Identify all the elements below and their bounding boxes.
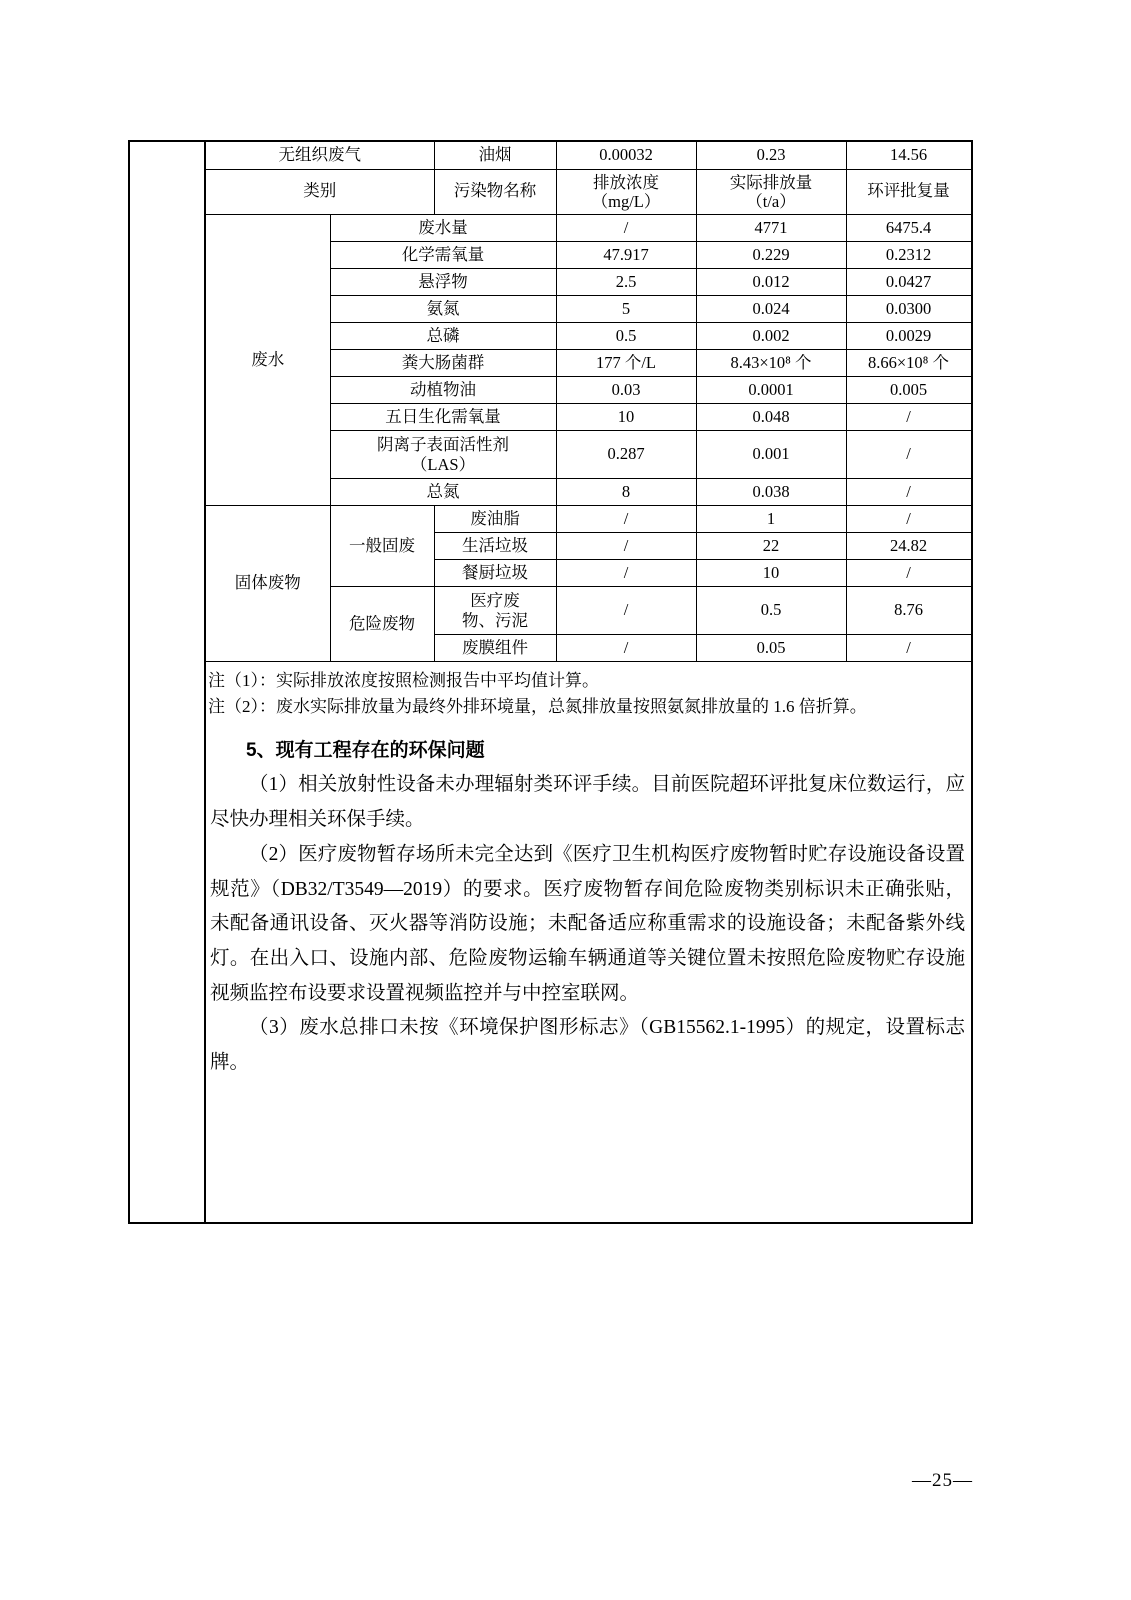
cell-actual: 0.038	[696, 479, 846, 506]
cell-approved: 0.2312	[846, 242, 971, 269]
page-content	[206, 142, 971, 1081]
cell-pollutant: 五日生化需氧量	[330, 404, 556, 431]
cell-pollutant: 化学需氧量	[330, 242, 556, 269]
cell-actual: 0.05	[696, 635, 846, 662]
cell-concentration: 0.5	[556, 323, 696, 350]
cell-approved: 8.66×10⁸ 个	[846, 350, 971, 377]
emissions-table	[206, 142, 972, 662]
cell-approved: 8.76	[846, 587, 971, 635]
cell-concentration: 177 个/L	[556, 350, 696, 377]
cell-approved: 0.0029	[846, 323, 971, 350]
section-heading: 5、现有工程存在的环保问题	[246, 740, 485, 762]
cell-approved: 24.82	[846, 533, 971, 560]
cell-subgroup-general: 一般固废	[330, 506, 434, 587]
cell-subgroup-hazard: 危险废物	[330, 587, 434, 662]
page-number: —25—	[912, 1470, 973, 1491]
cell-concentration: /	[556, 506, 696, 533]
paragraph-1: （1）相关放射性设备未办理辐射类环评手续。目前医院超环评批复床位数运行，应尽快办理相关环保手续。	[210, 774, 965, 831]
table-notes	[206, 668, 971, 719]
header-category: 类别	[206, 169, 434, 215]
cell-approved: 0.005	[846, 377, 971, 404]
header-actual-line1: 实际排放量	[729, 172, 813, 192]
cell-pollutant: 总氮	[330, 479, 556, 506]
cell-concentration: 10	[556, 404, 696, 431]
cell-concentration: /	[556, 215, 696, 242]
paragraph-3: （3）废水总排口未按《环境保护图形标志》（GB15562.1-1995）的规定，设置标志牌。	[210, 1017, 965, 1074]
cell-pollutant: 废膜组件	[434, 635, 556, 662]
cell-concentration: 47.917	[556, 242, 696, 269]
cell-pollutant: 废油脂	[434, 506, 556, 533]
table-row	[206, 506, 971, 533]
cell-concentration: 2.5	[556, 269, 696, 296]
cell-category: 无组织废气	[206, 142, 434, 169]
cell-group-wastewater: 废水	[206, 215, 330, 506]
cell-approved: /	[846, 635, 971, 662]
cell-approved: 0.0300	[846, 296, 971, 323]
table-header-row	[206, 169, 971, 215]
cell-actual: 0.5	[696, 587, 846, 635]
table-row	[206, 215, 971, 242]
cell-pollutant-multiline	[434, 587, 556, 635]
cell-pollutant-line1: 阴离子表面活性剂	[377, 435, 509, 455]
cell-group-solid-waste: 固体废物	[206, 506, 330, 662]
cell-concentration: /	[556, 587, 696, 635]
cell-actual: 0.001	[696, 431, 846, 479]
cell-pollutant: 悬浮物	[330, 269, 556, 296]
header-concentration-line1: 排放浓度	[593, 172, 659, 192]
cell-actual: 4771	[696, 215, 846, 242]
cell-concentration: 5	[556, 296, 696, 323]
cell-approved: 14.56	[846, 142, 971, 169]
cell-concentration: 0.287	[556, 431, 696, 479]
cell-actual: 0.23	[696, 142, 846, 169]
note-1: 注（1）：实际排放浓度按照检测报告中平均值计算。	[208, 671, 599, 691]
cell-actual: 22	[696, 533, 846, 560]
cell-actual: 10	[696, 560, 846, 587]
cell-approved: /	[846, 560, 971, 587]
cell-actual: 8.43×10⁸ 个	[696, 350, 846, 377]
cell-approved: 6475.4	[846, 215, 971, 242]
cell-concentration: /	[556, 635, 696, 662]
note-2: 注（2）：废水实际排放量为最终外排环境量，总氮排放量按照氨氮排放量的 1.6 倍折算。	[208, 696, 867, 716]
header-concentration	[556, 169, 696, 215]
cell-pollutant-multiline	[330, 431, 556, 479]
cell-pollutant: 氨氮	[330, 296, 556, 323]
cell-actual: 0.024	[696, 296, 846, 323]
cell-pollutant: 废水量	[330, 215, 556, 242]
cell-approved: 0.0427	[846, 269, 971, 296]
header-actual	[696, 169, 846, 215]
header-approved: 环评批复量	[846, 169, 971, 215]
cell-approved: /	[846, 404, 971, 431]
cell-pollutant: 餐厨垃圾	[434, 560, 556, 587]
cell-actual: 0.048	[696, 404, 846, 431]
cell-concentration: /	[556, 560, 696, 587]
table-row	[206, 142, 971, 169]
cell-approved: /	[846, 479, 971, 506]
cell-actual: 0.012	[696, 269, 846, 296]
header-concentration-line2: （mg/L）	[591, 191, 661, 211]
cell-actual: 1	[696, 506, 846, 533]
cell-actual: 0.002	[696, 323, 846, 350]
cell-pollutant: 油烟	[434, 142, 556, 169]
cell-pollutant: 粪大肠菌群	[330, 350, 556, 377]
cell-pollutant: 动植物油	[330, 377, 556, 404]
paragraph-2: （2）医疗废物暂存场所未完全达到《医疗卫生机构医疗废物暂时贮存设施设备设置规范》（DB32/T3549—2019）的要求。医疗废物暂存间危险废物类别标识未正确张贴，未配备通讯设备、灭火器等消防设施；未配备适应称重需求的设施设备；未配备紫外线灯。在出入口、设施内部、危险废物运输车辆通道等关键位置未按照危险废物贮存设施视频监控布设要求设置视频监控并与中控室联网。	[210, 843, 965, 1004]
cell-actual: 0.0001	[696, 377, 846, 404]
cell-pollutant-line2: （LAS）	[410, 454, 476, 474]
cell-pollutant: 总磷	[330, 323, 556, 350]
cell-approved: /	[846, 506, 971, 533]
header-pollutant: 污染物名称	[434, 169, 556, 215]
cell-pollutant: 生活垃圾	[434, 533, 556, 560]
cell-concentration: 8	[556, 479, 696, 506]
header-actual-line2: （t/a）	[746, 191, 796, 211]
cell-concentration: 0.00032	[556, 142, 696, 169]
cell-pollutant-line1: 医疗废	[470, 591, 520, 611]
cell-concentration: /	[556, 533, 696, 560]
cell-approved: /	[846, 431, 971, 479]
cell-actual: 0.229	[696, 242, 846, 269]
cell-concentration: 0.03	[556, 377, 696, 404]
cell-pollutant-line2: 物、污泥	[462, 610, 528, 630]
